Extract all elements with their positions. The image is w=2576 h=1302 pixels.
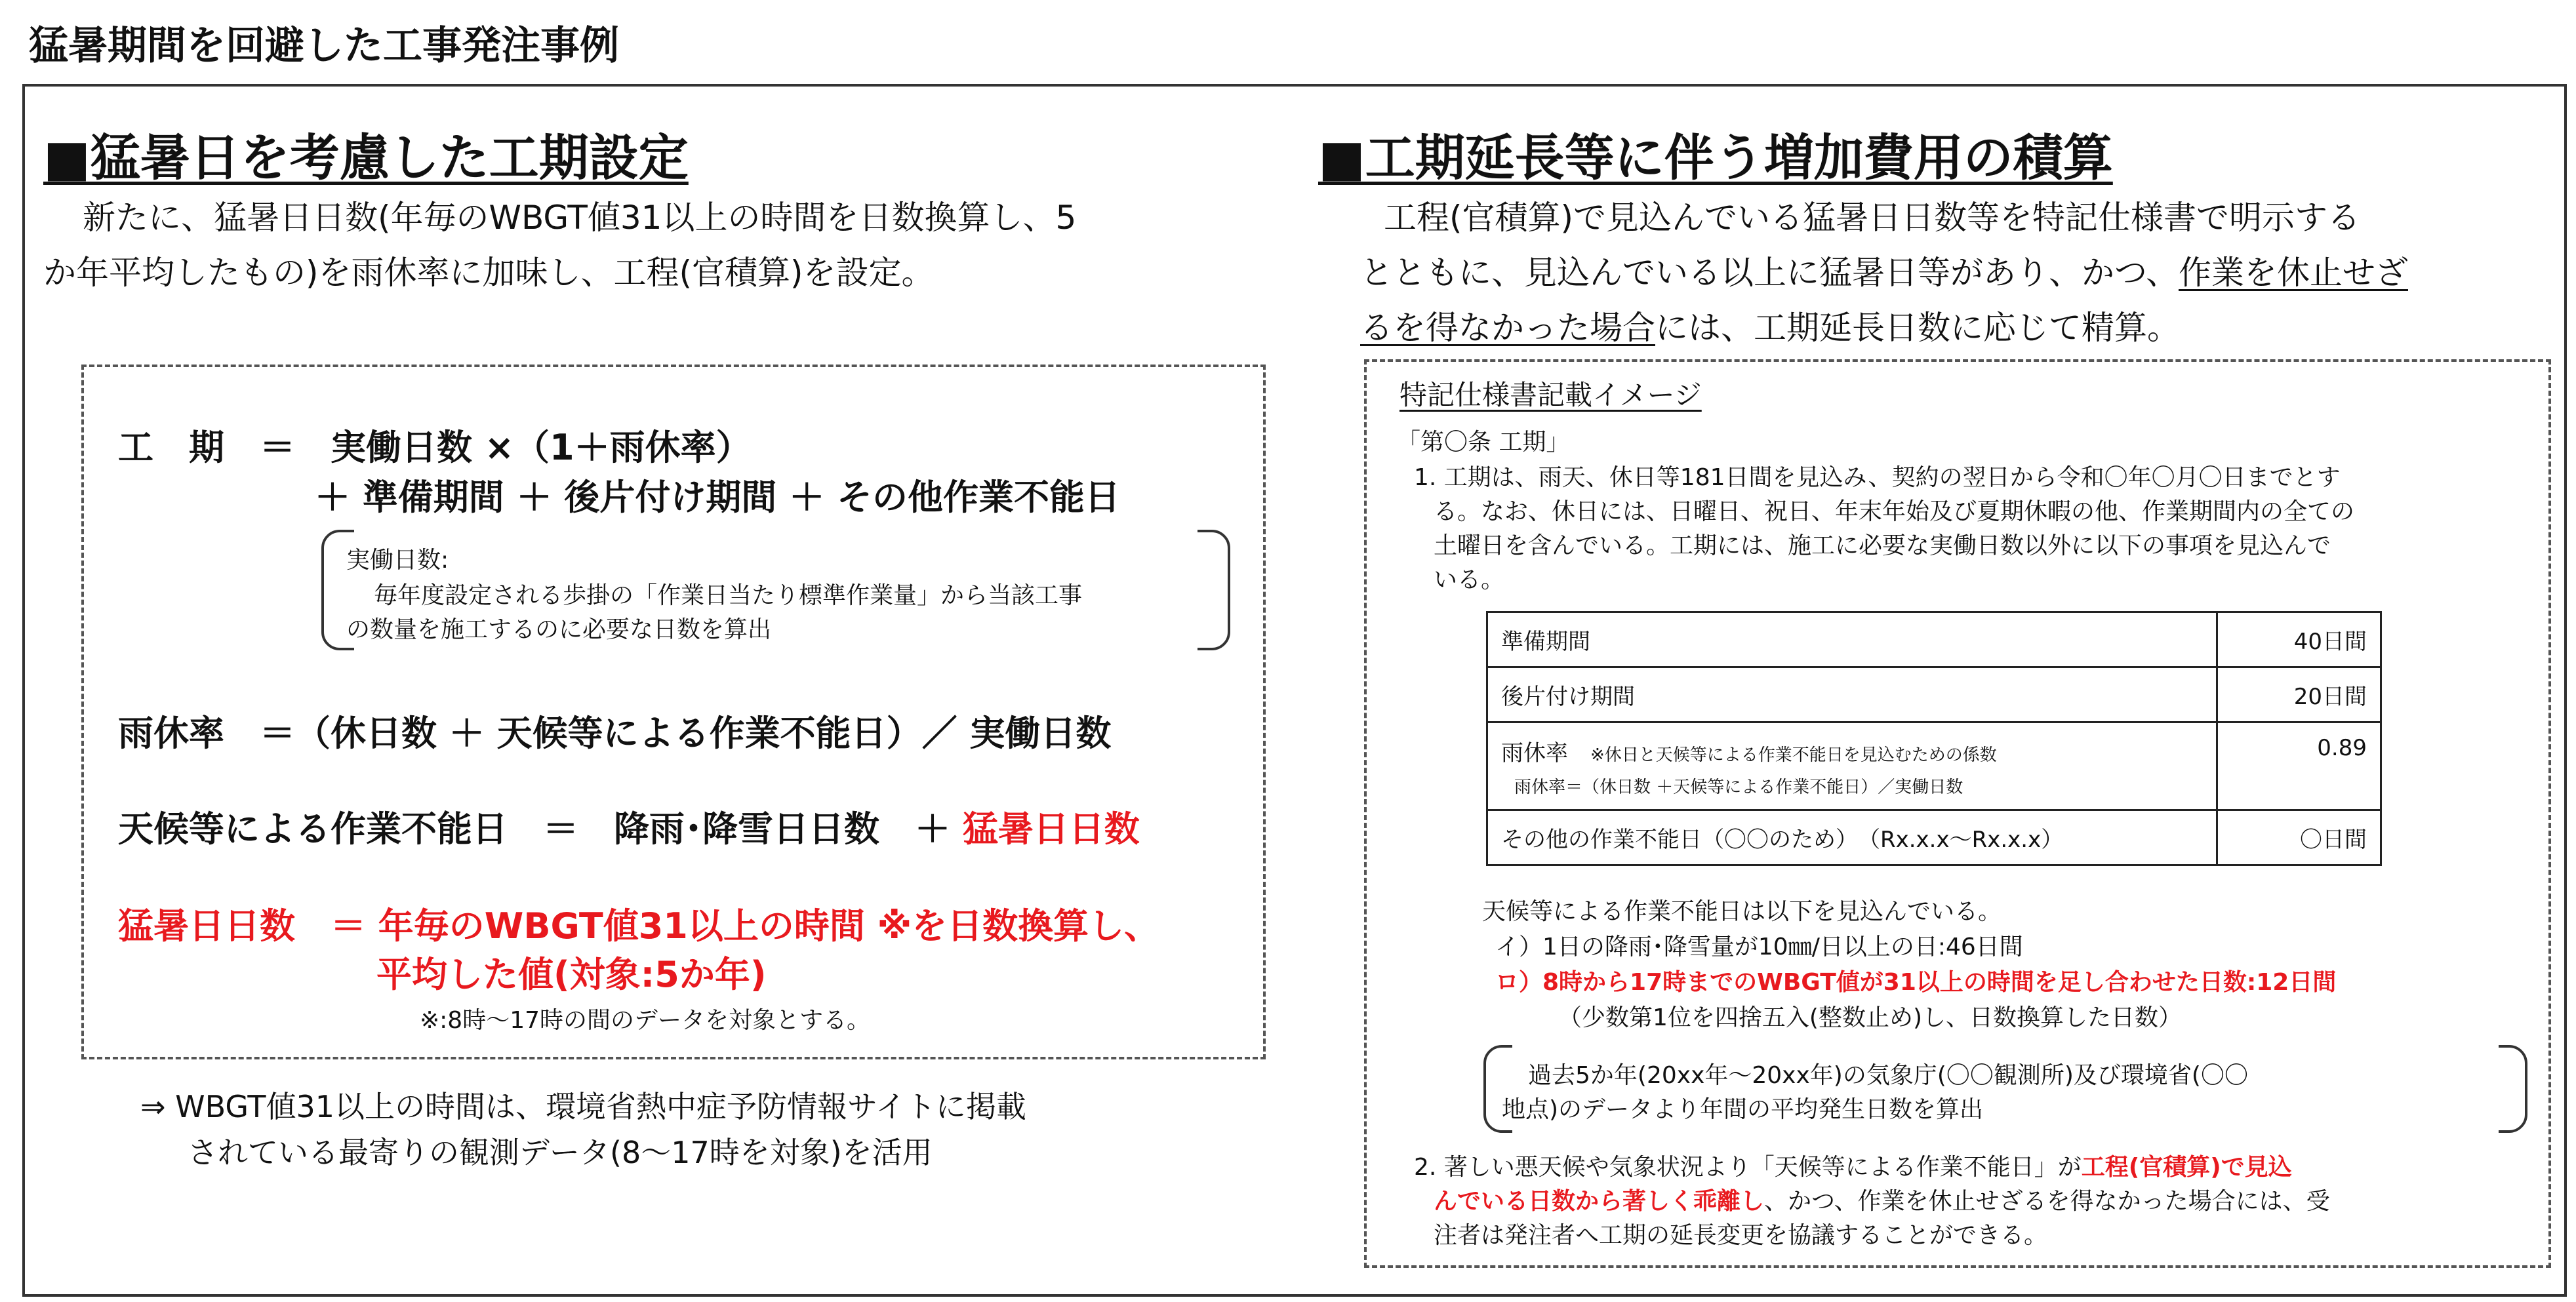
right-intro-line-3: るを得なかった場合には、工期延長日数に応じて精算。 bbox=[1360, 309, 2180, 347]
table-cell-label: 後片付け期間 bbox=[1487, 667, 2217, 722]
page-title: 猛暑期間を回避した工事発注事例 bbox=[29, 23, 619, 69]
data-source-line-2: 地点)のデータより年間の平均発生日数を算出 bbox=[1502, 1096, 1984, 1123]
heat-days-formula-line-1: 猛暑日日数 ＝ 年毎のWBGT値31以上の時間 ※を日数換算し、 bbox=[118, 905, 1160, 947]
weather-formula: 天候等による作業不能日 ＝ 降雨･降雪日日数 ＋ 猛暑日日数 bbox=[118, 808, 1140, 850]
left-intro-line-1: 新たに、猛暑日日数(年毎のWBGT値31以上の時間を日数換算し、5 bbox=[83, 199, 1077, 237]
right-heading: ■工期延長等に伴う増加費用の積算 bbox=[1318, 128, 2113, 187]
table-row bbox=[1487, 667, 2381, 722]
weather-item-ro-note: （少数第1位を四捨五入(整数止め)し、日数換算した日数） bbox=[1558, 1004, 2182, 1031]
table-cell-value: 40日間 bbox=[2217, 612, 2381, 667]
left-footer-line-2: されている最寄りの観測データ(8～17時を対象)を活用 bbox=[188, 1135, 933, 1170]
table-cell-label: その他の作業不能日（〇〇のため） （Rx.x.x～Rx.x.x） bbox=[1487, 810, 2217, 865]
working-days-line-1: 毎年度設定される歩掛の「作業日当たり標準作業量」から当該工事 bbox=[374, 582, 1083, 609]
left-heading: ■猛暑日を考慮した工期設定 bbox=[43, 128, 689, 187]
table-row bbox=[1487, 612, 2381, 667]
table-cell-label bbox=[1487, 722, 2217, 810]
spec-article: 「第〇条 工期」 bbox=[1397, 429, 1570, 456]
spec-item1-line-3: 土曜日を含んでいる。工期には、施工に必要な実働日数以外に以下の事項を見込んで bbox=[1434, 532, 2331, 559]
table-cell-value: 0.89 bbox=[2217, 722, 2381, 810]
formula-line-2: ＋ 準備期間 ＋ 後片付け期間 ＋ その他作業不能日 bbox=[315, 477, 1120, 518]
left-intro-line-2: か年平均したもの)を雨休率に加味し、工程(官積算)を設定。 bbox=[43, 254, 935, 292]
heat-days-term: 猛暑日日数 bbox=[962, 808, 1140, 850]
spec-item2-line-3: 注者は発注者へ工期の延長変更を協議することができる。 bbox=[1434, 1222, 2048, 1249]
schedule-table bbox=[1486, 611, 2382, 866]
rain-rate-formula: 雨休率 ＝（休日数 ＋ 天候等による作業不能日）／ 実働日数 bbox=[118, 713, 1112, 754]
table-cell-label: 準備期間 bbox=[1487, 612, 2217, 667]
spec-item2-line-2: んでいる日数から著しく乖離し、かつ、作業を休止せざるを得なかった場合には、受 bbox=[1434, 1188, 2330, 1215]
spec-item2-line-1: 2. 著しい悪天候や気象状況より「天候等による作業不能日」が工程(官積算)で見込 bbox=[1414, 1154, 2292, 1181]
spec-item1-line-1: 1. 工期は、雨天、休日等181日間を見込み、契約の翌日から令和〇年〇月〇日までとす bbox=[1414, 464, 2341, 491]
weather-intro: 天候等による作業不能日は以下を見込んでいる。 bbox=[1482, 898, 2002, 925]
rain-rate-label: 雨休率 bbox=[1501, 740, 1568, 766]
heat-days-formula-line-2: 平均した値(対象:5か年) bbox=[376, 954, 767, 995]
left-footer-line-1: ⇒ WBGT値31以上の時間は、環境省熱中症予防情報サイトに掲載 bbox=[140, 1089, 1026, 1124]
spec-item1-line-4: いる。 bbox=[1434, 566, 1505, 593]
table-cell-value: 20日間 bbox=[2217, 667, 2381, 722]
working-days-line-2: の数量を施工するのに必要な日数を算出 bbox=[346, 616, 772, 643]
rain-rate-table-formula: 雨休率＝（休日数 ＋天候等による作業不能日）／実働日数 bbox=[1514, 777, 1963, 797]
right-intro-line-1: 工程(官積算)で見込んでいる猛暑日日数等を特記仕様書で明示する bbox=[1384, 199, 2361, 237]
data-source-line-1: 過去5か年(20xx年～20xx年)の気象庁(〇〇観測所)及び環境省(〇〇 bbox=[1528, 1062, 2248, 1089]
weather-item-ro: ロ）8時から17時までのWBGT値が31以上の時間を足し合わせた日数:12日間 bbox=[1495, 969, 2337, 996]
spec-item1-line-2: る。なお、休日には、日曜日、祝日、年末年始及び夏期休暇の他、作業期間内の全ての bbox=[1434, 498, 2355, 525]
spec-title: 特記仕様書記載イメージ bbox=[1399, 379, 1702, 411]
right-intro-line-2: とともに、見込んでいる以上に猛暑日等があり、かつ、作業を休止せざ bbox=[1360, 254, 2408, 292]
heat-days-note: ※:8時～17時の間のデータを対象とする。 bbox=[420, 1007, 871, 1034]
rain-rate-note: ※休日と天候等による作業不能日を見込むための係数 bbox=[1590, 745, 1997, 765]
weather-item-i: イ）1日の降雨･降雪量が10㎜/日以上の日:46日間 bbox=[1495, 934, 2023, 960]
table-row bbox=[1487, 810, 2381, 865]
table-row bbox=[1487, 722, 2381, 810]
table-cell-value: 〇日間 bbox=[2217, 810, 2381, 865]
formula-line-1: 工 期 ＝ 実働日数 ×（1＋雨休率） bbox=[118, 427, 752, 468]
working-days-title: 実働日数: bbox=[346, 547, 449, 574]
